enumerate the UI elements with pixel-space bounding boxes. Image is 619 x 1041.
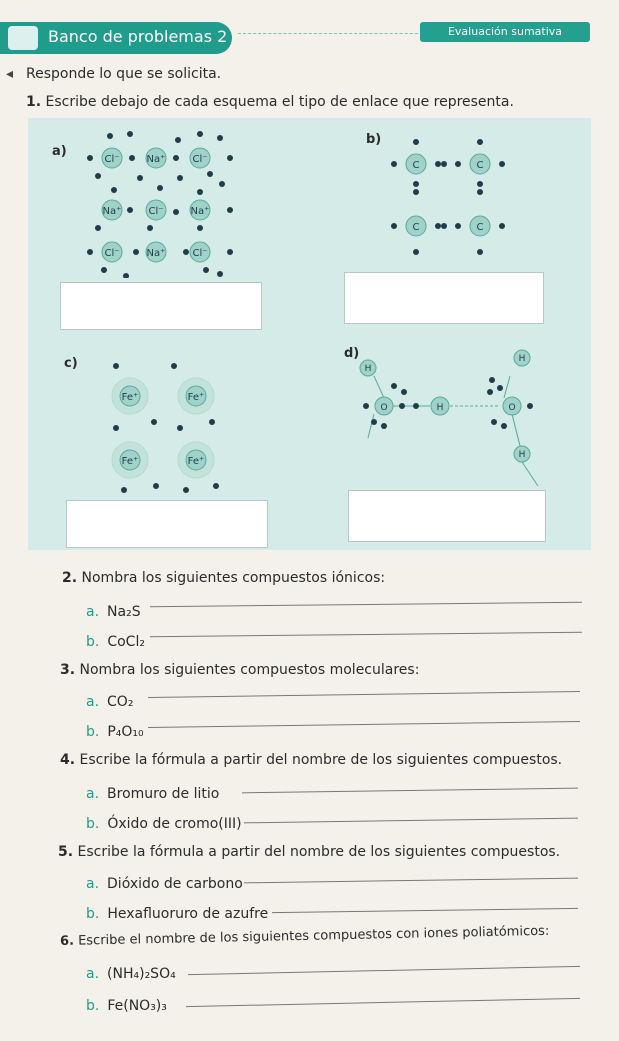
item-name: Dióxido de carbono: [107, 876, 243, 892]
question-number: 1.: [26, 94, 42, 110]
question-text: Escribe la fórmula a partir del nombre de los siguientes compuestos.: [79, 752, 563, 768]
answer-line[interactable]: [188, 966, 580, 975]
atom-label: H: [436, 403, 444, 413]
item-letter: a.: [86, 786, 100, 802]
atom-label: C: [476, 160, 484, 171]
list-item: [86, 694, 133, 710]
item-letter: a.: [86, 694, 100, 710]
answer-line[interactable]: [244, 878, 578, 884]
answer-line[interactable]: [272, 908, 578, 913]
question-number: 6.: [59, 933, 75, 949]
answer-box-c[interactable]: [66, 500, 268, 548]
ion-label: Na⁺: [146, 248, 166, 259]
diagram-ionic: [80, 128, 260, 278]
answer-line[interactable]: [148, 691, 580, 698]
answer-line[interactable]: [242, 788, 578, 794]
atom-label: H: [364, 364, 372, 374]
item-name: Hexafluoruro de azufre: [107, 906, 269, 922]
question-number: 4.: [60, 752, 76, 768]
item-letter: b.: [86, 724, 100, 740]
item-letter: b.: [86, 998, 100, 1014]
atom-label: C: [412, 222, 420, 233]
atom-label: O: [380, 403, 388, 413]
item-letter: b.: [86, 816, 100, 832]
answer-line[interactable]: [186, 998, 580, 1007]
item-name: Óxido de cromo(III): [107, 816, 242, 832]
answer-box-a[interactable]: [60, 282, 262, 330]
header-divider: [238, 33, 428, 34]
question-6: [60, 924, 550, 949]
answer-line[interactable]: [150, 632, 582, 638]
item-formula: (NH₄)₂SO₄: [107, 966, 176, 982]
item-letter: a.: [86, 876, 100, 892]
atom-label: Fe⁺: [121, 392, 139, 403]
atom-label: C: [476, 222, 484, 233]
atom-label: O: [508, 403, 516, 413]
list-item: [86, 998, 167, 1014]
instruction-text: Responde lo que se solicita.: [26, 66, 222, 82]
item-formula: P₄O₁₀: [107, 724, 144, 740]
question-text: Escribe el nombre de los siguientes compuestos con iones poliatómicos:: [77, 923, 550, 949]
item-letter: a.: [86, 966, 100, 982]
diagram-covalent: [380, 132, 520, 262]
ion-label: Cl⁻: [104, 154, 120, 165]
answer-box-b[interactable]: [344, 272, 544, 324]
item-letter: b.: [86, 906, 100, 922]
atom-label: C: [412, 160, 420, 171]
bullet-arrow-icon: ◂: [6, 66, 14, 82]
list-item: [86, 906, 268, 922]
question-4: [60, 752, 562, 768]
label-c: c): [64, 356, 78, 371]
atom-label: Fe⁺: [121, 456, 139, 467]
label-a: a): [52, 144, 67, 159]
ion-label: Na⁺: [146, 154, 166, 165]
item-formula: CoCl₂: [107, 634, 145, 650]
question-1: [26, 94, 514, 110]
question-3: [60, 662, 419, 678]
answer-line[interactable]: [148, 721, 580, 728]
ion-label: Cl⁻: [104, 248, 120, 259]
question-number: 5.: [58, 844, 74, 860]
item-formula: CO₂: [107, 694, 134, 710]
list-item: [86, 966, 176, 982]
answer-box-d[interactable]: [348, 490, 546, 542]
answer-line[interactable]: [244, 818, 578, 824]
item-name: Bromuro de litio: [107, 786, 220, 802]
label-d: d): [344, 346, 360, 361]
list-item: [86, 786, 219, 802]
page-title: Banco de problemas 2: [48, 27, 228, 46]
question-text: Nombra los siguientes compuestos iónicos:: [81, 570, 386, 586]
diagram-hydrogen-bond: [354, 346, 554, 486]
book-icon: [8, 26, 38, 50]
atom-label: H: [518, 450, 526, 460]
question-text: Escribe debajo de cada esquema el tipo de enlace que representa.: [45, 94, 514, 110]
question-text: Nombra los siguientes compuestos moleculares:: [79, 662, 420, 678]
list-item: [86, 876, 243, 892]
ion-label: Cl⁻: [148, 206, 164, 217]
answer-line[interactable]: [150, 602, 582, 608]
ion-label: Na⁺: [190, 206, 210, 217]
list-item: [86, 634, 145, 650]
atom-label: Fe⁺: [187, 456, 205, 467]
atom-label: Fe⁺: [187, 392, 205, 403]
question-text: Escribe la fórmula a partir del nombre de los siguientes compuestos.: [77, 844, 561, 860]
question-number: 2.: [62, 570, 78, 586]
ion-label: Cl⁻: [192, 154, 208, 165]
atom-label: H: [518, 354, 526, 364]
diagram-metallic: [100, 358, 240, 498]
item-formula: Fe(NO₃)₃: [107, 998, 167, 1014]
question-2: [62, 570, 385, 586]
item-formula: Na₂S: [107, 604, 141, 620]
label-b: b): [366, 132, 382, 147]
question-5: [58, 844, 560, 860]
list-item: [86, 816, 242, 832]
item-letter: b.: [86, 634, 100, 650]
evaluation-badge: Evaluación sumativa: [420, 22, 590, 42]
list-item: [86, 724, 144, 740]
ion-label: Na⁺: [102, 206, 122, 217]
list-item: [86, 604, 141, 620]
question-number: 3.: [60, 662, 76, 678]
item-letter: a.: [86, 604, 100, 620]
ion-label: Cl⁻: [192, 248, 208, 259]
